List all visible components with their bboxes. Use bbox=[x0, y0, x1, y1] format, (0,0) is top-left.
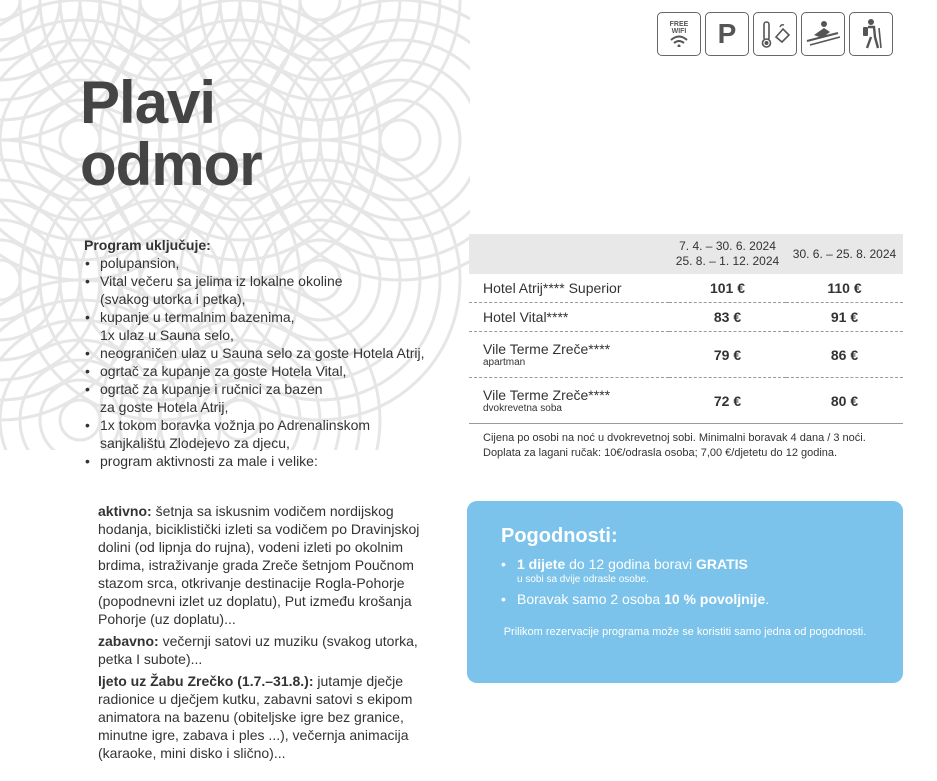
amenity-icons bbox=[657, 12, 893, 56]
list-item: • neograničen ulaz u Sauna selo za goste Hotela Atrij, bbox=[84, 344, 454, 362]
table-row: Hotel Atrij**** Superior 101 € 110 € bbox=[469, 274, 903, 303]
price-note: Cijena po osobi na noć u dvokrevetnoj sobi. Minimalni boravak 4 dana / 3 noći. Doplata za lagani ručak: 10€/odrasla osoba; 7,00 €/djetetu do 12 godina. bbox=[483, 432, 866, 459]
activity-paragraph: aktivno: šetnja sa iskusnim vodičem nordijskog hodanja, biciklistički izleti sa vodičem po Dravinjskoj dolini (od lipnja do rujna), vodeni izleti po okolnim brdima, istraživanje grada Zreče šetnjom Poučnom stazom srca, otkrivanje destinacije Rogla-Pohorje (popodnevni izlet uz doplatu), Put između krošanja Pohorje (uz doplatu)... bbox=[98, 503, 420, 627]
benefits-footer: Prilikom rezervacije programa može se koristiti samo jedna od pogodnosti. bbox=[503, 626, 867, 638]
program-heading: Program uključuje: bbox=[84, 237, 211, 253]
list-item: • kupanje u termalnim bazenima, 1x ulaz u Sauna selo, bbox=[84, 308, 454, 344]
activity-label: ljeto uz Žabu Zrečko (1.7.–31.8.): bbox=[98, 673, 314, 689]
activities-section bbox=[98, 502, 428, 766]
page-title bbox=[80, 69, 262, 198]
parking-label: P bbox=[717, 18, 737, 49]
list-item: • Boravak samo 2 osoba 10 % povoljnije. bbox=[501, 591, 869, 608]
header-period-1: 7. 4. – 30. 6. 2024 25. 8. – 1. 12. 2024 bbox=[669, 234, 786, 274]
wifi-label-wifi: WIFI bbox=[671, 28, 687, 35]
header-hotel bbox=[469, 234, 669, 274]
list-item: • polupansion, bbox=[84, 254, 454, 272]
list-item: • 1x tokom boravka vožnja po Adrenalinskom sanjkalištu Zlodejevo za djecu, bbox=[84, 416, 454, 452]
program-list bbox=[84, 254, 454, 470]
title-line-2: odmor bbox=[80, 131, 262, 198]
benefits-list bbox=[501, 556, 869, 608]
wifi-label-free: FREE bbox=[669, 21, 689, 28]
hiking-icon bbox=[849, 12, 893, 56]
activity-label: aktivno: bbox=[98, 503, 152, 519]
list-item: • ogrtač za kupanje za goste Hotela Vital, bbox=[84, 362, 454, 380]
activity-paragraph: ljeto uz Žabu Zrečko (1.7.–31.8.): jutamje dječje radionice u dječjem kutku, zabavni satovi s ekipom animatora na bazenu (obiteljske igre bez granice, minutne igre, zabava i ples ...), večernja animacija (karaoke, mini disko i slično)... bbox=[98, 673, 413, 761]
parking-icon bbox=[705, 12, 749, 56]
list-item: • Vital večeru sa jelima iz lokalne okoline (svakog utorka i petka), bbox=[84, 272, 454, 308]
list-item: • program aktivnosti za male i velike: bbox=[84, 452, 454, 470]
activity-paragraph: zabavno: večernji satovi uz muziku (svakog utorka, petka I subote)... bbox=[98, 633, 418, 667]
price-table bbox=[469, 234, 903, 424]
sledding-icon bbox=[801, 12, 845, 56]
list-item: • ogrtač za kupanje i ručnici za bazen za goste Hotela Atrij, bbox=[84, 380, 454, 416]
table-row: Vile Terme Zreče**** apartman 79 € 86 € bbox=[469, 332, 903, 378]
benefits-box bbox=[467, 501, 903, 683]
table-row: Hotel Vital**** 83 € 91 € bbox=[469, 303, 903, 332]
activity-label: zabavno: bbox=[98, 633, 159, 649]
title-line-1: Plavi bbox=[80, 69, 216, 136]
header-period-2: 30. 6. – 25. 8. 2024 bbox=[786, 234, 903, 274]
price-table-section bbox=[469, 234, 903, 461]
wifi-icon bbox=[657, 12, 701, 56]
program-section bbox=[84, 236, 454, 470]
thermal-bath-icon bbox=[753, 12, 797, 56]
list-item: • 1 dijete do 12 godina boravi GRATIS u sobi sa dvije odrasle osobe. bbox=[501, 556, 869, 586]
table-row: Vile Terme Zreče**** dvokrevetna soba 72 € 80 € bbox=[469, 378, 903, 424]
benefits-heading: Pogodnosti: bbox=[501, 525, 618, 547]
